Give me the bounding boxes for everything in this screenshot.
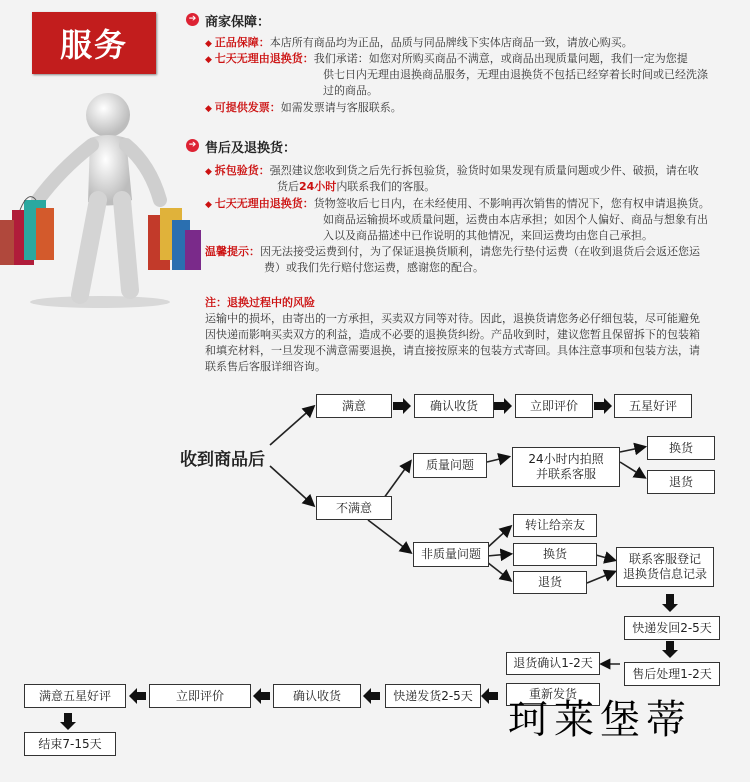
flow-review-1: 立即评价 xyxy=(515,394,593,418)
flow-photo-line2: 并联系客服 xyxy=(535,467,596,481)
flow-transfer-gift: 转让给亲友 xyxy=(513,514,597,537)
bullet-icon: ◆ xyxy=(205,200,215,210)
flow-resend: 重新发货 xyxy=(506,683,600,706)
brand-watermark: 珂莱堡蒂 xyxy=(508,697,692,743)
flow-ship-back: 快递发回2-5天 xyxy=(624,616,720,640)
guarantee-item-seven-day-line2: 供七日内无理由退换商品服务，无理由退换货不包括已经穿着长时间或已经洗涤 xyxy=(323,68,708,81)
service-badge: 服务 xyxy=(32,12,156,74)
notice-line-1: 运输中的损坏，由寄出的一方承担，买卖双方同等对待。因此，退换货请您务必仔细包装，尽可能避免 xyxy=(205,312,700,325)
flow-end: 结束7-15天 xyxy=(24,732,116,756)
aftersale-item-tip: 温馨提示：因无法接受运费到付，为了保证退换货顺利，请您先行垫付运费（在收到退货后会返还您运 xyxy=(205,245,700,258)
flow-confirm-receipt-1: 确认收货 xyxy=(414,394,494,418)
bullet-icon: ◆ xyxy=(205,55,215,65)
aftersale-item-seven-day: ◆ 七天无理由退换货：货物签收后七日内，在未经使用、不影响再次销售的情况下，您有权申请退换货。 xyxy=(205,197,710,210)
flow-register xyxy=(616,547,714,587)
flow-refund-confirm: 退货确认1-2天 xyxy=(506,652,600,675)
flow-confirm-receipt-2: 确认收货 xyxy=(273,684,361,708)
aftersale-item-seven-day-line2: 如商品运输损坏或质量问题，运费由本店承担；如因个人偏好、商品与想象有出 xyxy=(323,213,708,226)
aftersale-title: 售后及退换货： xyxy=(205,141,297,156)
flow-exchange-2: 换货 xyxy=(513,543,597,566)
flow-start-label: 收到商品后 xyxy=(180,450,265,470)
aftersale-item-inspect: ◆ 拆包验货：强烈建议您收到货之后先行拆包验货，验货时如果发现有质量问题或少件、破损，请在收 xyxy=(205,164,699,177)
flow-exchange-1: 换货 xyxy=(647,436,715,460)
flow-non-quality-issue: 非质量问题 xyxy=(413,542,489,567)
flow-aftersale-handle: 售后处理1-2天 xyxy=(624,662,720,686)
notice-line-3: 和填充材料，一旦发现不满意需要退换，请直接按原来的包装方式寄回。具体注意事项和包装方法，请 xyxy=(205,344,700,357)
aftersale-item-tip-line2: 费）或我们先行赔付您运费，感谢您的配合。 xyxy=(264,261,484,274)
bullet-icon: ◆ xyxy=(205,39,215,49)
flow-satisfied: 满意 xyxy=(316,394,392,418)
flow-photo-line1: 24小时内拍照 xyxy=(528,452,604,466)
guarantee-item-authentic: ◆ 正品保障：本店所有商品均为正品，品质与同品牌线下实体店商品一致，请放心购买。 xyxy=(205,36,633,49)
notice-title: 注：退换过程中的风险 xyxy=(205,296,315,309)
flow-register-line2: 退换货信息记录 xyxy=(622,567,707,581)
bullet-icon: ◆ xyxy=(205,167,215,177)
flow-ship-out: 快递发货2-5天 xyxy=(385,684,481,708)
flow-return-1: 退货 xyxy=(647,470,715,494)
aftersale-arrow-icon: ➔ xyxy=(186,139,199,152)
flow-review-2: 立即评价 xyxy=(149,684,251,708)
flow-photo-contact xyxy=(512,447,620,487)
guarantee-item-seven-day-line3: 过的商品。 xyxy=(323,84,378,97)
aftersale-item-inspect-line2: 货后24小时内联系我们的客服。 xyxy=(277,180,436,193)
aftersale-item-seven-day-line3: 入以及商品描述中已作说明的其他情况，来回运费均由您自己承担。 xyxy=(323,229,653,242)
guarantee-title: 商家保障： xyxy=(205,15,271,30)
guarantee-item-invoice: ◆ 可提供发票：如需发票请与客服联系。 xyxy=(205,101,402,114)
bullet-icon: ◆ xyxy=(205,104,215,114)
flow-return-2: 退货 xyxy=(513,571,587,594)
notice-line-4: 联系售后客服详细咨询。 xyxy=(205,360,326,373)
guarantee-item-seven-day: ◆ 七天无理由退换货：我们承诺：如您对所购买商品不满意，或商品出现质量问题，我们一定为您提 xyxy=(205,52,688,65)
guarantee-arrow-icon: ➔ xyxy=(186,13,199,26)
flow-quality-issue: 质量问题 xyxy=(413,453,487,478)
flow-five-star-2: 满意五星好评 xyxy=(24,684,126,708)
notice-line-2: 因快递而影响买卖双方的利益，造成不必要的退换货纠纷。产品收到时，建议您暂且保留拆下的包装箱 xyxy=(205,328,700,341)
flow-unsatisfied: 不满意 xyxy=(316,496,392,520)
flow-register-line1: 联系客服登记 xyxy=(628,552,701,566)
flow-five-star-1: 五星好评 xyxy=(614,394,692,418)
